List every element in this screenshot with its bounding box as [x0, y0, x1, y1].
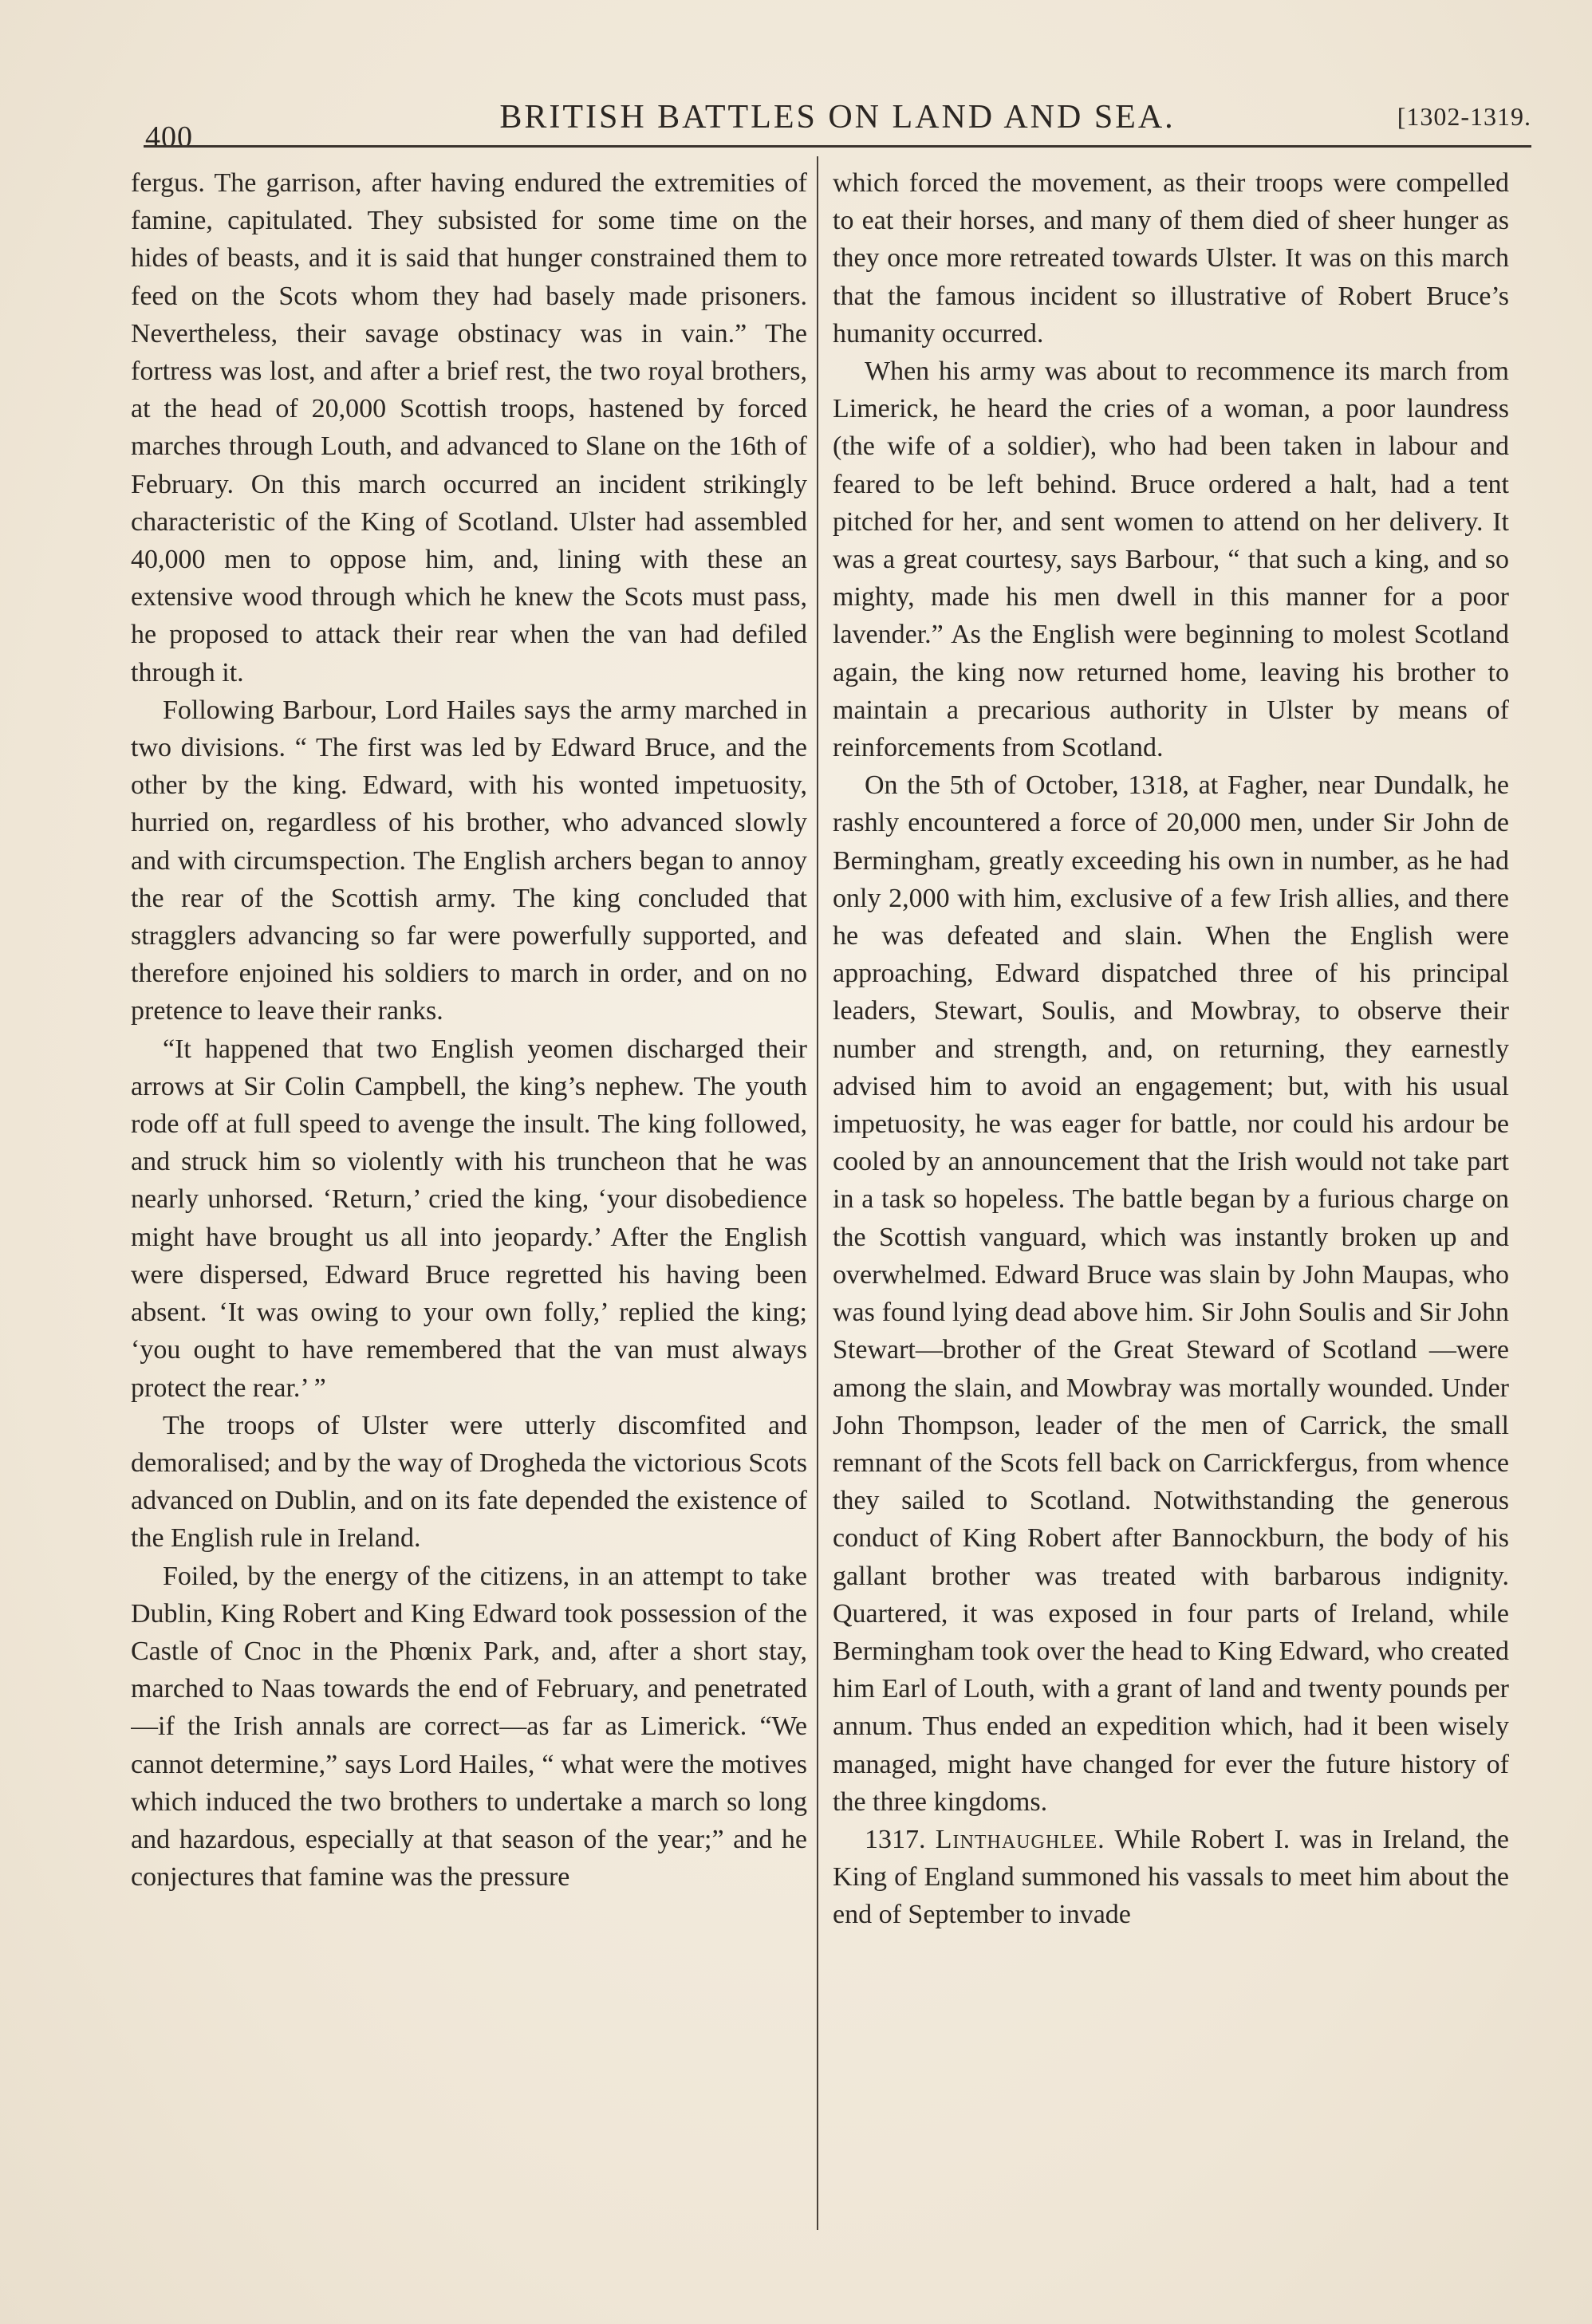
- paragraph: which forced the movement, as their troops were compelled to eat their horses, and many of them died of sheer hunger as they once more retreated towards Ulster. It was on this march that the famous incident so illustrative of Robert Bruce’s humanity occurred.: [833, 168, 1509, 349]
- running-title: BRITISH BATTLES ON LAND AND SEA.: [499, 99, 1176, 136]
- paragraph: Following Barbour, Lord Hailes says the army marched in two divisions. “ The first was led by Edward Bruce, and the other by the king. Edward, with his wonted impetuosity, hurried on, regardless of his brother, who advanced slowly and with circumspection. The English archers began to annoy the rear of the Scottish army. The king concluded that stragglers advancing so far were powerfully supported, and therefore enjoined his soldiers to march in order, and on no pretence to leave their ranks.: [131, 695, 807, 1026]
- paragraph: On the 5th of October, 1318, at Fagher, near Dundalk, he rashly encountered a force of 20,000 men, under Sir John de Bermingham, greatly exceeding his own in number, as he had only 2,000 with him, exclusive of a few Irish allies, and there he was defeated and slain. When the English were approaching, Edward dispatched three of his principal leaders, Stewart, Soulis, and Mowbray, to observe their number and strength, and, on returning, they earnestly advised him to avoid an engagement; but, with his usual impetuosity, he was eager for battle, nor could his ardour be cooled by an announcement that the Irish would not take part in a task so hopeless. The battle began by a furious charge on the Scottish vanguard, which was instantly broken up and overwhelmed. Edward Bruce was slain by John Maupas, who was found lying dead above him. Sir John Soulis and Sir John Stewart—brother of the Great Steward of Scotland —were among the slain, and Mowbray was mortally wounded. Under John Thompson, leader of the men of Carrick, the small remnant of the Scots fell back on Carrickfergus, from whence they sailed to Scotland. Notwithstanding the generous conduct of King Robert after Bannockburn, the body of his gallant brother was treated with barbarous indignity. Quartered, it was exposed in four parts of Ireland, while Bermingham took over the head to King Edward, who created him Earl of Louth, with a grant of land and twenty pounds per annum. Thus ended an expedition which, had it been wisely managed, might have changed for ever the future history of the three kingdoms.: [833, 770, 1509, 1817]
- paragraph: “It happened that two English yeomen discharged their arrows at Sir Colin Campbell, the king’s nephew. The youth rode off at full speed to avenge the insult. The king followed, and struck him so violently with his truncheon that he was nearly unhorsed. ‘Return,’ cried the king, ‘your disobedience might have brought us all into jeopardy.’ After the English were dispersed, Edward Bruce regretted his having been absent. ‘It was owing to your own folly,’ replied the king; ‘you ought to have remembered that the van must always protect the rear.’ ”: [131, 1034, 807, 1403]
- date-range: [1302-1319.: [1397, 102, 1531, 131]
- paragraph: Foiled, by the energy of the citizens, in an attempt to take Dublin, King Robert and King Edward took possession of the Castle of Cnoc in the Phœnix Park, and, after a short stay, marched to Naas towards the end of February, and penetrated—if the Irish annals are correct—as far as Limerick. “We cannot determine,” says Lord Hailes, “ what were the motives which induced the two brothers to undertake a march so long and hazardous, especially at that season of the year;” and he conjectures that famine was the pressure: [131, 1561, 807, 1893]
- section-year: 1317.: [865, 1824, 926, 1854]
- left-column: [131, 164, 807, 2238]
- right-column: [833, 164, 1509, 2238]
- column-rule: [817, 156, 818, 2230]
- section-heading: Linthaughlee.: [935, 1824, 1105, 1854]
- paragraph: When his army was about to recommence its march from Limerick, he heard the cries of a woman, a poor laundress (the wife of a soldier), who had been taken in labour and feared to be left behind. Bruce ordered a halt, had a tent pitched for her, and sent women to attend on her delivery. It was a great courtesy, says Barbour, “ that such a king, and so mighty, made his men dwell in this manner for a poor lavender.” As the English were beginning to molest Scotland again, the king now returned home, leaving his brother to maintain a precarious authority in Ulster by means of reinforcements from Scotland.: [833, 356, 1509, 763]
- paragraph: fergus. The garrison, after having endured the extremities of famine, capitulated. They subsisted for some time on the hides of beasts, and it is said that hunger constrained them to feed on the Scots whom they had basely made prisoners. Nevertheless, their savage obstinacy was in vain.” The fortress was lost, and after a brief rest, the two royal brothers, at the head of 20,000 Scottish troops, hastened by forced marches through Louth, and advanced to Slane on the 16th of February. On this march occurred an incident strikingly characteristic of the King of Scotland. Ulster had assembled 40,000 men to oppose him, and, lining with these an extensive wood through which he knew the Scots must pass, he proposed to attack their rear when the van had defiled through it.: [131, 168, 807, 687]
- paragraph: The troops of Ulster were utterly discomfited and demoralised; and by the way of Drogheda the victorious Scots advanced on Dublin, and on its fate depended the existence of the English rule in Ireland.: [131, 1410, 807, 1554]
- page-number: 400: [145, 120, 193, 154]
- section-paragraph-linthaughlee: [833, 1821, 1509, 1934]
- header-rule: [144, 145, 1531, 148]
- section-text: While Robert I. was in Ireland, the King of England summoned his vassals to meet him about the end of September to invade: [833, 1824, 1509, 1930]
